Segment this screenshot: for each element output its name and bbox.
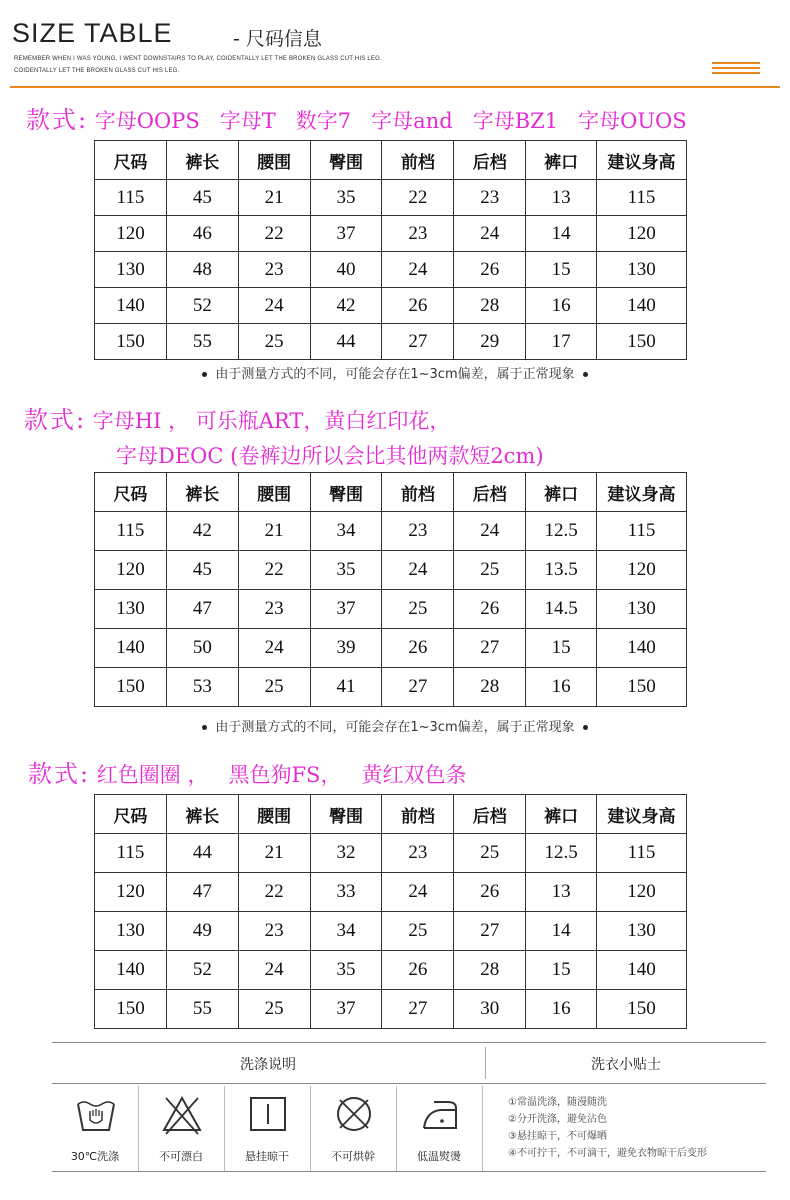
style-names: 字母DEOC (卷裤边所以会比其他两款短2cm) xyxy=(116,444,544,468)
table-cell: 115 xyxy=(95,512,167,551)
table-cell: 130 xyxy=(597,252,687,288)
table-cell: 23 xyxy=(238,252,310,288)
table-cell: 55 xyxy=(166,324,238,360)
low-iron-icon xyxy=(420,1094,460,1140)
table-cell: 40 xyxy=(310,252,382,288)
table-cell: 15 xyxy=(526,252,597,288)
care-instructions xyxy=(52,1042,766,1172)
style-label: 款式: xyxy=(26,106,89,134)
table-cell: 30 xyxy=(454,990,526,1029)
table-cell: 120 xyxy=(597,216,687,252)
table-cell: 150 xyxy=(95,668,167,707)
table-row xyxy=(95,873,687,912)
table-cell: 55 xyxy=(166,990,238,1029)
measurement-note-2 xyxy=(0,716,790,735)
column-header: 建议身高 xyxy=(597,141,687,180)
table-cell: 47 xyxy=(166,873,238,912)
table-cell: 44 xyxy=(310,324,382,360)
care-item-wash xyxy=(52,1086,139,1172)
table-row xyxy=(95,629,687,668)
table-cell: 45 xyxy=(166,551,238,590)
table-cell: 150 xyxy=(597,668,687,707)
table-cell: 120 xyxy=(95,873,167,912)
tip-item: ②分开洗涤，避免沾色 xyxy=(508,1114,607,1125)
table-cell: 48 xyxy=(166,252,238,288)
table-cell: 17 xyxy=(526,324,597,360)
header-divider xyxy=(10,86,780,88)
table-cell: 49 xyxy=(166,912,238,951)
table-cell: 25 xyxy=(238,668,310,707)
table-cell: 130 xyxy=(95,252,167,288)
table-cell: 24 xyxy=(382,551,454,590)
care-item-hang-dry xyxy=(224,1086,311,1172)
table-cell: 130 xyxy=(597,590,687,629)
table-cell: 21 xyxy=(238,512,310,551)
tagline-2: COIDENTALLY LET THE BROKEN GLASS CUT HIS LEG. xyxy=(14,68,180,74)
care-item-iron xyxy=(396,1086,483,1172)
style-names: 字母HI ， 可乐瓶ART，黄白红印花， xyxy=(92,409,451,433)
column-header: 裤长 xyxy=(166,141,238,180)
table-cell: 120 xyxy=(95,216,167,252)
tip-item: ①常温洗涤，随漫随洗 xyxy=(508,1097,607,1108)
care-bottom-divider xyxy=(52,1171,766,1172)
column-header: 前档 xyxy=(382,795,454,834)
table-cell: 115 xyxy=(95,180,167,216)
table-cell: 140 xyxy=(597,951,687,990)
table-cell: 24 xyxy=(454,216,526,252)
wash-30-icon xyxy=(76,1094,116,1140)
style-label: 款式: xyxy=(24,406,87,434)
table-cell: 150 xyxy=(597,990,687,1029)
table-row xyxy=(95,668,687,707)
size-table-1 xyxy=(94,140,687,360)
table-cell: 22 xyxy=(238,873,310,912)
table-cell: 120 xyxy=(597,551,687,590)
table-cell: 28 xyxy=(454,288,526,324)
table-cell: 53 xyxy=(166,668,238,707)
table-cell: 35 xyxy=(310,180,382,216)
table-cell: 39 xyxy=(310,629,382,668)
bullet-dot xyxy=(583,372,588,377)
style-names: 红色圈圈 ， 黑色狗FS， 黄红双色条 xyxy=(96,763,467,787)
table-cell: 12.5 xyxy=(526,834,597,873)
measurement-note-1 xyxy=(0,363,790,382)
table-cell: 13.5 xyxy=(526,551,597,590)
table-header-row xyxy=(95,141,687,180)
table-cell: 115 xyxy=(95,834,167,873)
table-cell: 37 xyxy=(310,990,382,1029)
table-cell: 24 xyxy=(238,951,310,990)
table-cell: 37 xyxy=(310,590,382,629)
table-cell: 50 xyxy=(166,629,238,668)
table-cell: 26 xyxy=(382,629,454,668)
table-cell: 26 xyxy=(382,951,454,990)
column-header: 后档 xyxy=(454,141,526,180)
table-cell: 44 xyxy=(166,834,238,873)
column-header: 臀围 xyxy=(310,141,382,180)
table-cell: 140 xyxy=(597,629,687,668)
table-cell: 24 xyxy=(454,512,526,551)
table-cell: 41 xyxy=(310,668,382,707)
table-cell: 28 xyxy=(454,668,526,707)
table-cell: 23 xyxy=(382,216,454,252)
care-label: 不可漂白 xyxy=(159,1150,203,1163)
table-cell: 120 xyxy=(95,551,167,590)
table-row xyxy=(95,590,687,629)
column-header: 臀围 xyxy=(310,795,382,834)
table-cell: 24 xyxy=(238,629,310,668)
column-header: 裤口 xyxy=(526,795,597,834)
table-cell: 12.5 xyxy=(526,512,597,551)
care-item-bleach xyxy=(138,1086,225,1172)
no-tumble-dry-icon xyxy=(334,1094,374,1140)
table-cell: 25 xyxy=(238,990,310,1029)
table-cell: 22 xyxy=(238,216,310,252)
table-cell: 140 xyxy=(95,629,167,668)
table-row xyxy=(95,834,687,873)
bullet-dot xyxy=(202,372,207,377)
care-header xyxy=(52,1042,766,1084)
wash-title: 洗涤说明 xyxy=(240,1057,296,1073)
column-header: 尺码 xyxy=(95,473,167,512)
table-row xyxy=(95,990,687,1029)
table-cell: 16 xyxy=(526,668,597,707)
table-cell: 32 xyxy=(310,834,382,873)
section-2-styles-line-2 xyxy=(116,440,544,470)
care-label: 30℃洗涤 xyxy=(70,1150,120,1163)
table-cell: 22 xyxy=(382,180,454,216)
table-row xyxy=(95,216,687,252)
table-cell: 26 xyxy=(454,873,526,912)
table-cell: 26 xyxy=(382,288,454,324)
tagline-1: REMEMBER WHEN I WAS YOUNG, I WENT DOWNSTAIRS TO PLAY, COIDENTALLY LET THE BROKEN GLASS CUT HIS LEG. xyxy=(14,56,382,62)
table-cell: 27 xyxy=(382,990,454,1029)
table-cell: 115 xyxy=(597,512,687,551)
section-2-styles xyxy=(24,400,450,435)
table-row xyxy=(95,324,687,360)
table-cell: 21 xyxy=(238,834,310,873)
column-header: 裤口 xyxy=(526,473,597,512)
table-row xyxy=(95,180,687,216)
column-header: 腰围 xyxy=(238,473,310,512)
table-cell: 24 xyxy=(382,873,454,912)
table-row xyxy=(95,951,687,990)
column-header: 建议身高 xyxy=(597,473,687,512)
table-cell: 27 xyxy=(454,912,526,951)
care-item-tumble-dry xyxy=(310,1086,397,1172)
table-cell: 21 xyxy=(238,180,310,216)
table-cell: 35 xyxy=(310,551,382,590)
table-cell: 37 xyxy=(310,216,382,252)
table-cell: 25 xyxy=(382,912,454,951)
table-cell: 26 xyxy=(454,252,526,288)
table-cell: 24 xyxy=(382,252,454,288)
care-label: 低温熨燙 xyxy=(417,1150,461,1163)
table-cell: 16 xyxy=(526,990,597,1029)
table-cell: 15 xyxy=(526,951,597,990)
column-header: 臀围 xyxy=(310,473,382,512)
section-3-styles xyxy=(28,754,466,789)
bullet-dot xyxy=(583,725,588,730)
table-row xyxy=(95,252,687,288)
column-header: 尺码 xyxy=(95,795,167,834)
table-cell: 34 xyxy=(310,912,382,951)
table-cell: 34 xyxy=(310,512,382,551)
table-cell: 140 xyxy=(95,288,167,324)
page-header xyxy=(0,0,790,90)
size-table-3 xyxy=(94,794,687,1029)
table-row xyxy=(95,551,687,590)
care-body xyxy=(52,1086,766,1172)
table-cell: 120 xyxy=(597,873,687,912)
table-cell: 24 xyxy=(238,288,310,324)
table-cell: 25 xyxy=(454,834,526,873)
style-names: 字母OOPS 字母T 数字7 字母and 字母BZ1 字母OUOS xyxy=(94,109,687,133)
table-cell: 23 xyxy=(382,512,454,551)
column-header: 前档 xyxy=(382,473,454,512)
tip-item: ④不可拧干，不可滴干，避免衣物晾干后变形 xyxy=(508,1148,707,1159)
column-header: 建议身高 xyxy=(597,795,687,834)
table-cell: 27 xyxy=(382,668,454,707)
table-cell: 23 xyxy=(454,180,526,216)
table-header-row xyxy=(95,473,687,512)
table-cell: 140 xyxy=(597,288,687,324)
table-cell: 150 xyxy=(95,990,167,1029)
note-text: 由于测量方式的不同，可能会存在1~3cm偏差，属于正常现象 xyxy=(215,720,575,735)
care-label: 悬挂晾干 xyxy=(245,1150,289,1163)
hang-dry-icon xyxy=(248,1094,288,1140)
table-cell: 27 xyxy=(382,324,454,360)
table-cell: 33 xyxy=(310,873,382,912)
table-cell: 25 xyxy=(382,590,454,629)
table-cell: 47 xyxy=(166,590,238,629)
table-cell: 29 xyxy=(454,324,526,360)
column-header: 后档 xyxy=(454,473,526,512)
page-title: SIZE TABLE xyxy=(12,18,173,48)
table-cell: 42 xyxy=(310,288,382,324)
column-header: 后档 xyxy=(454,795,526,834)
table-cell: 26 xyxy=(454,590,526,629)
table-cell: 115 xyxy=(597,180,687,216)
page-title-cn: - 尺码信息 xyxy=(233,28,322,50)
washing-tips xyxy=(508,1094,766,1162)
section-1-styles xyxy=(26,100,687,135)
tips-title: 洗衣小贴士 xyxy=(591,1057,661,1073)
table-cell: 25 xyxy=(454,551,526,590)
table-cell: 52 xyxy=(166,288,238,324)
column-header: 前档 xyxy=(382,141,454,180)
table-cell: 28 xyxy=(454,951,526,990)
table-cell: 14 xyxy=(526,912,597,951)
column-header: 裤长 xyxy=(166,795,238,834)
column-header: 尺码 xyxy=(95,141,167,180)
table-cell: 130 xyxy=(95,912,167,951)
table-row xyxy=(95,288,687,324)
column-header: 腰围 xyxy=(238,141,310,180)
table-cell: 42 xyxy=(166,512,238,551)
table-cell: 23 xyxy=(238,590,310,629)
table-cell: 52 xyxy=(166,951,238,990)
table-cell: 25 xyxy=(238,324,310,360)
table-cell: 115 xyxy=(597,834,687,873)
style-label: 款式: xyxy=(28,760,91,788)
table-cell: 150 xyxy=(597,324,687,360)
table-cell: 140 xyxy=(95,951,167,990)
table-cell: 46 xyxy=(166,216,238,252)
table-cell: 13 xyxy=(526,873,597,912)
table-cell: 15 xyxy=(526,629,597,668)
size-table-2 xyxy=(94,472,687,707)
orange-stripes-decoration xyxy=(712,62,760,77)
column-header: 腰围 xyxy=(238,795,310,834)
table-cell: 23 xyxy=(382,834,454,873)
column-header: 裤长 xyxy=(166,473,238,512)
table-cell: 14.5 xyxy=(526,590,597,629)
table-cell: 14 xyxy=(526,216,597,252)
table-row xyxy=(95,912,687,951)
table-cell: 130 xyxy=(95,590,167,629)
note-text: 由于测量方式的不同，可能会存在1~3cm偏差，属于正常现象 xyxy=(215,367,575,382)
table-cell: 150 xyxy=(95,324,167,360)
table-cell: 35 xyxy=(310,951,382,990)
table-cell: 130 xyxy=(597,912,687,951)
column-header: 裤口 xyxy=(526,141,597,180)
table-cell: 13 xyxy=(526,180,597,216)
no-bleach-icon xyxy=(162,1094,202,1140)
table-row xyxy=(95,512,687,551)
table-cell: 27 xyxy=(454,629,526,668)
table-cell: 22 xyxy=(238,551,310,590)
bullet-dot xyxy=(202,725,207,730)
care-label: 不可烘幹 xyxy=(331,1150,375,1163)
table-cell: 45 xyxy=(166,180,238,216)
tip-item: ③悬挂晾干，不可爆晒 xyxy=(508,1131,607,1142)
table-cell: 23 xyxy=(238,912,310,951)
table-header-row xyxy=(95,795,687,834)
table-cell: 16 xyxy=(526,288,597,324)
